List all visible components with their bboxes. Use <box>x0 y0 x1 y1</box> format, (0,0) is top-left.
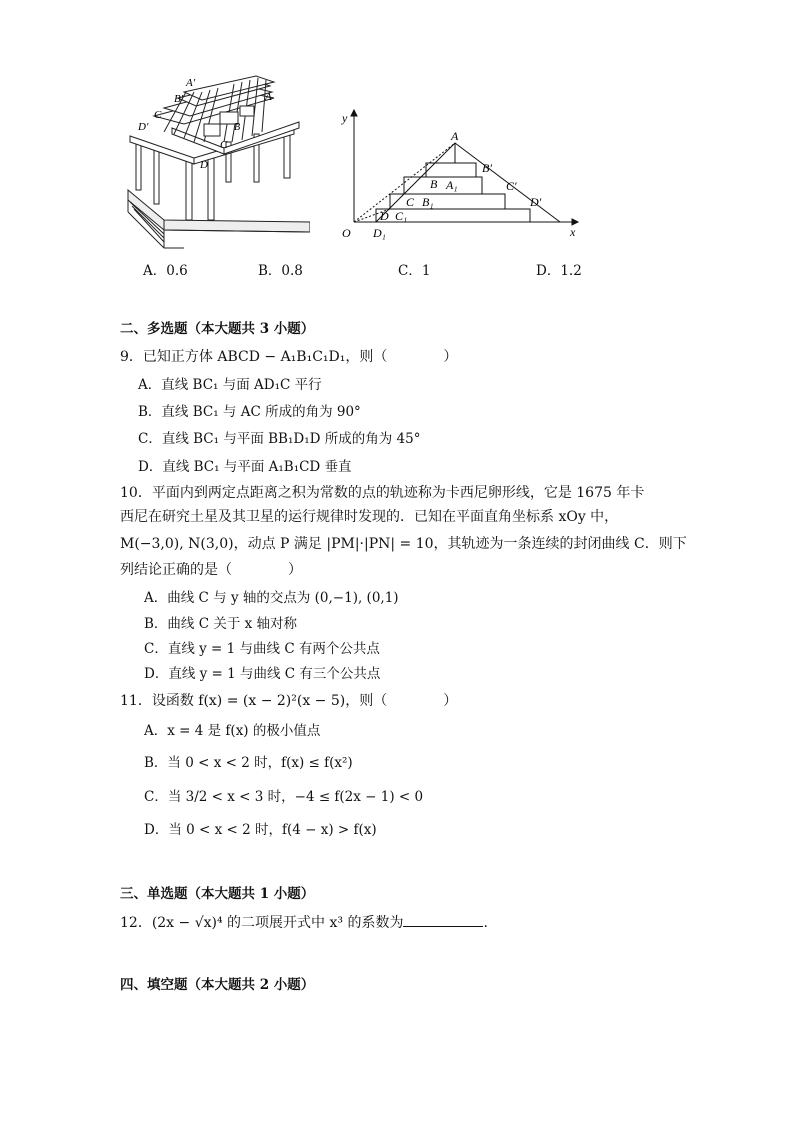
question-9-option-b: B．直线 BC₁ 与 AC 所成的角为 90° <box>138 404 361 420</box>
question-10-line-2: 西尼在研究土星及其卫星的运行规律时发现的．已知在平面直角坐标系 xOy 中， <box>120 509 619 525</box>
question-12-end: . <box>483 915 488 931</box>
label-a: A <box>265 91 272 103</box>
label-b-prime: B′ <box>174 93 184 105</box>
question-9-option-a: A．直线 BC₁ 与面 AD₁C 平行 <box>138 377 322 393</box>
question-9-stem: 9．已知正方体 ABCD − A₁B₁C₁D₁，则（ ） <box>120 349 458 365</box>
label-b: B <box>234 122 241 133</box>
label-d: D <box>200 159 208 171</box>
label-a-prime: A′ <box>186 77 196 89</box>
question-10-option-d: D．直线 y = 1 与曲线 C 有三个公共点 <box>144 666 381 682</box>
question-12-stem <box>120 914 488 932</box>
section-title-single-choice: 三、单选题（本大题共 1 小题） <box>120 886 315 902</box>
question-11-option-d: D．当 0 < x < 2 时，f(4 − x) > f(x) <box>144 822 377 838</box>
point-a: A <box>451 129 459 143</box>
prev-option-b: B．0.8 <box>258 263 303 279</box>
origin-label: O <box>342 226 351 240</box>
label-d-prime: D′ <box>138 121 149 133</box>
question-12-text: 12．(2x − √x)⁴ 的二项展开式中 x³ 的系数为 <box>120 915 404 931</box>
question-11-stem: 11．设函数 f(x) = (x − 2)²(x − 5)，则（ ） <box>120 693 458 709</box>
label-c-left: C <box>154 109 162 121</box>
label-c: C <box>220 139 228 151</box>
axis-y-label: y <box>342 111 348 125</box>
section-title-multiple-choice: 二、多选题（本大题共 3 小题） <box>120 321 315 337</box>
prev-option-a: A．0.6 <box>143 263 188 279</box>
point-d1: D₁ <box>373 226 386 240</box>
point-c-prime: C′ <box>506 179 517 193</box>
question-10-line-1: 10．平面内到两定点距离之积为常数的点的轨迹称为卡西尼卵形线，它是 1675 年卡 <box>120 485 645 501</box>
point-c1: C₁ <box>395 209 408 223</box>
point-b: B <box>430 177 438 191</box>
point-d: D <box>380 209 389 223</box>
coordinate-diagram <box>338 108 588 240</box>
point-a1: A₁ <box>446 178 458 192</box>
question-11-option-c: C．当 3/2 < x < 3 时，−4 ≤ f(2x − 1) < 0 <box>144 789 424 805</box>
section-title-fill-in: 四、填空题（本大题共 2 小题） <box>120 977 315 993</box>
question-11-option-b: B．当 0 < x < 2 时，f(x) ≤ f(x²) <box>144 755 353 771</box>
answer-blank[interactable] <box>403 914 483 927</box>
point-b1: B₁ <box>422 195 434 209</box>
point-d-prime: D′ <box>530 195 542 209</box>
question-10-line-4: 列结论正确的是（ ） <box>120 562 302 578</box>
point-b-prime: B′ <box>482 161 492 175</box>
question-10-line-3: M(−3,0), N(3,0)，动点 P 满足 |PM|·|PN| = 10，其轨迹为一条连续的封闭曲线 C．则下 <box>120 536 687 552</box>
prev-option-c: C．1 <box>398 263 431 279</box>
question-11-option-a: A．x = 4 是 f(x) 的极小值点 <box>144 723 321 739</box>
axis-x-label: x <box>570 225 576 239</box>
question-9-option-d: D．直线 BC₁ 与平面 A₁B₁CD 垂直 <box>138 459 352 475</box>
building-frame-figure <box>124 72 310 250</box>
question-10-option-b: B．曲线 C 关于 x 轴对称 <box>144 616 298 632</box>
question-10-option-a: A．曲线 C 与 y 轴的交点为 (0,−1), (0,1) <box>144 590 399 606</box>
question-10-option-c: C．直线 y = 1 与曲线 C 有两个公共点 <box>144 641 380 657</box>
point-c: C <box>406 195 415 209</box>
prev-option-d: D．1.2 <box>536 263 582 279</box>
question-9-option-c: C．直线 BC₁ 与平面 BB₁D₁D 所成的角为 45° <box>138 431 421 447</box>
